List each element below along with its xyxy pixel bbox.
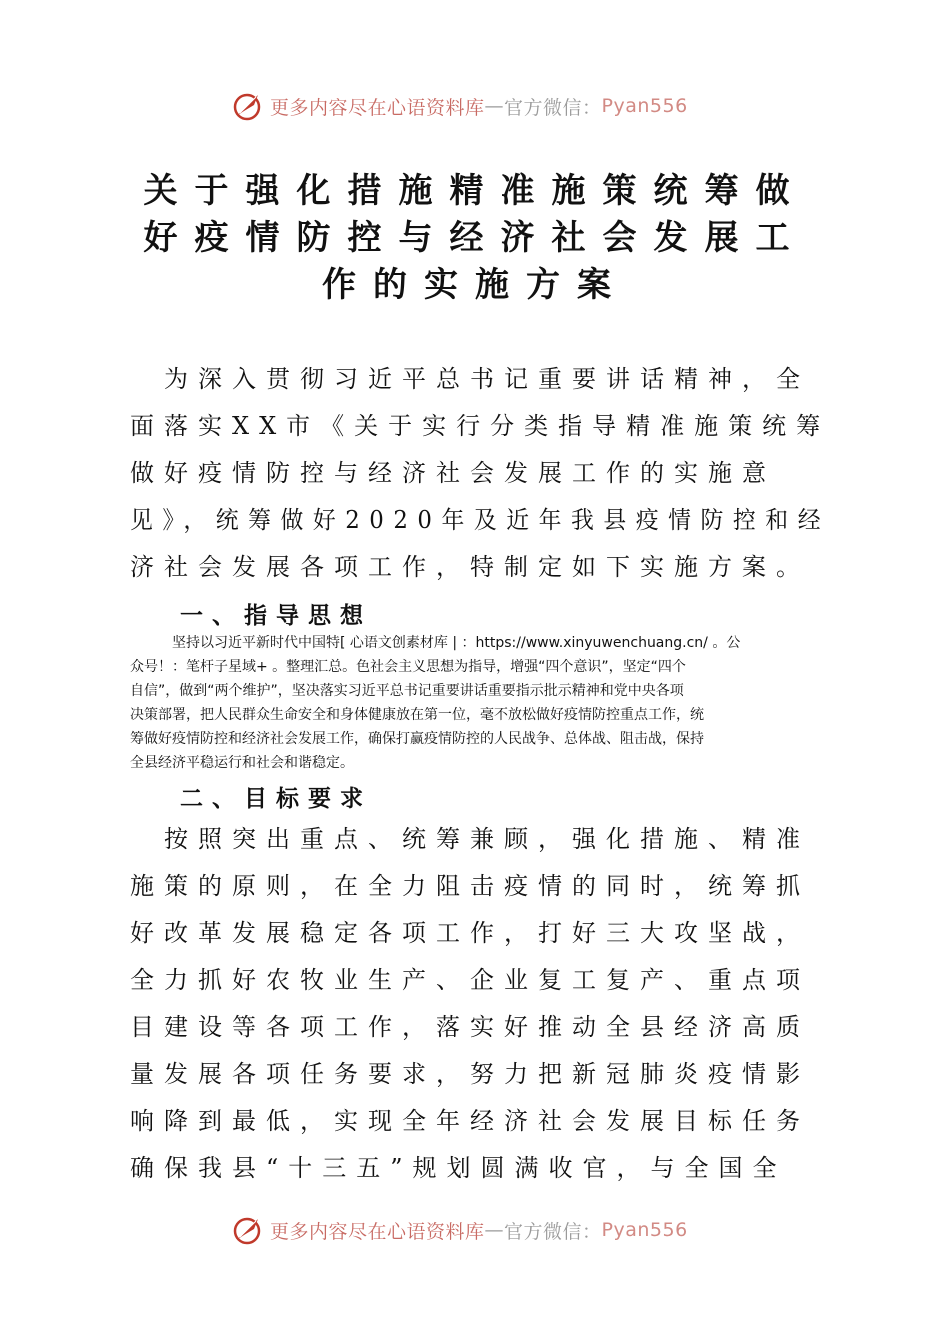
- intro-paragraph: [130, 356, 830, 591]
- banner-wechat-label: 官方微信：: [504, 1220, 602, 1243]
- banner-dash: —: [484, 1219, 505, 1241]
- paragraph-line: 按照突出重点、统筹兼顾，强化措施、精准: [130, 825, 810, 853]
- section-heading-guiding-ideology: 一、指导思想: [180, 603, 372, 629]
- header-banner: [0, 86, 950, 126]
- paragraph-line: 坚持以习近平新时代中国特[ 心语文创素材库 | ：https://www.xinyuwenchuang.cn/ 。公: [130, 635, 741, 651]
- paragraph-line: 目建设等各项工作，落实好推动全县经济高质: [130, 1013, 810, 1041]
- section2-body: [130, 816, 830, 1192]
- paragraph-line: 见》，统筹做好2020年及近年我县疫情防控和经: [130, 506, 831, 534]
- banner-wechat-id: Pyan556: [601, 1219, 688, 1241]
- feather-logo-icon: [230, 1213, 264, 1247]
- section-heading-goals: 二、目标要求: [180, 786, 372, 812]
- banner-wechat-label: 官方微信：: [504, 96, 602, 119]
- paragraph-line: 确保我县“十三五”规划圆满收官，与全国全: [130, 1154, 787, 1182]
- paragraph-line: 量发展各项任务要求，努力把新冠肺炎疫情影: [130, 1060, 810, 1088]
- paragraph-line: 济社会发展各项工作，特制定如下实施方案。: [130, 553, 810, 581]
- paragraph-line: 面落实XX市《关于实行分类指导精准施策统筹: [130, 412, 831, 440]
- paragraph-line: 自信”，做到“两个维护”，坚决落实习近平总书记重要讲话重要指示批示精神和党中央各项: [130, 683, 684, 699]
- paragraph-line: 全力抓好农牧业生产、企业复工复产、重点项: [130, 966, 810, 994]
- paragraph-line: 全县经济平稳运行和社会和谐稳定。: [130, 755, 354, 771]
- title-line: 关于强化措施精准施策统筹做: [143, 171, 807, 211]
- document-title: [130, 168, 820, 309]
- paragraph-line: 筹做好疫情防控和经济社会发展工作，确保打赢疫情防控的人民战争、总体战、阻击战，保持: [130, 731, 704, 747]
- banner-site-name: 更多内容尽在心语资料库: [270, 96, 485, 119]
- banner-wechat-id: Pyan556: [601, 95, 688, 117]
- feather-logo-icon: [230, 89, 264, 123]
- paragraph-line: 施策的原则，在全力阻击疫情的同时，统筹抓: [130, 872, 810, 900]
- footer-banner: [0, 1210, 950, 1250]
- paragraph-line: 做好疫情防控与经济社会发展工作的实施意: [130, 459, 776, 487]
- paragraph-line: 决策部署，把人民群众生命安全和身体健康放在第一位，毫不放松做好疫情防控重点工作，统: [130, 707, 704, 723]
- section1-body: [130, 631, 830, 775]
- paragraph-line: 好改革发展稳定各项工作，打好三大攻坚战，: [130, 919, 810, 947]
- banner-site-name: 更多内容尽在心语资料库: [270, 1220, 485, 1243]
- paragraph-line: 为深入贯彻习近平总书记重要讲话精神，全: [130, 365, 810, 393]
- paragraph-line: 响降到最低，实现全年经济社会发展目标任务: [130, 1107, 810, 1135]
- banner-dash: —: [484, 95, 505, 117]
- title-line: 作的实施方案: [322, 265, 628, 305]
- paragraph-line: 众号！：笔杆子星域+ 。整理汇总。色社会主义思想为指导，增强“四个意识”，坚定“四个: [130, 659, 686, 675]
- title-line: 好疫情防控与经济社会发展工: [143, 218, 807, 258]
